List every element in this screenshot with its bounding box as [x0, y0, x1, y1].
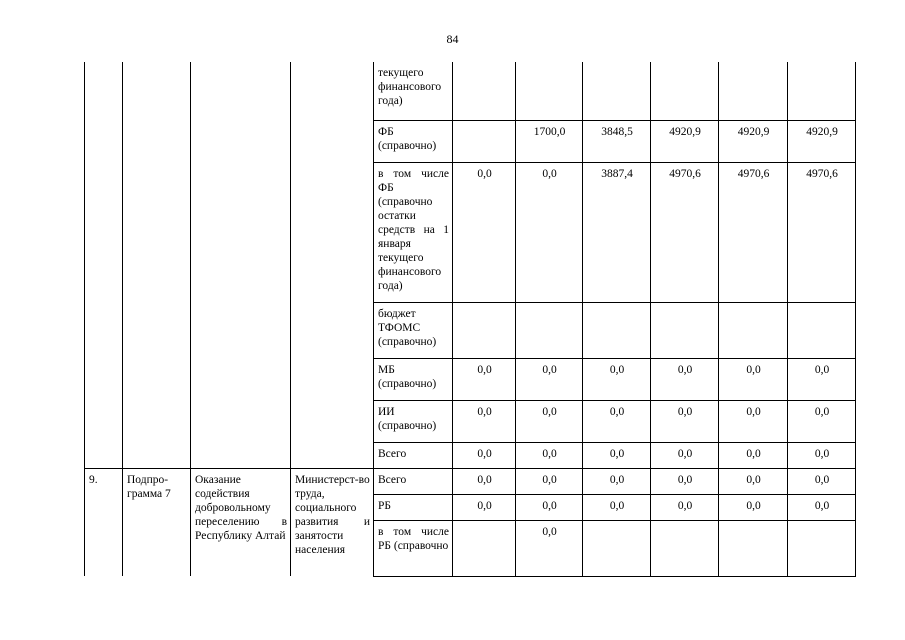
value-cell: [788, 520, 856, 576]
value-cell: [788, 302, 856, 358]
value-cell: 0,0: [583, 400, 651, 442]
value-cell: 3848,5: [583, 120, 651, 162]
value-cell: 0,0: [516, 468, 583, 494]
cell-description-continued: [191, 62, 291, 468]
table-row: [85, 468, 856, 494]
value-cell: [583, 302, 651, 358]
row-label: ИИ (справочно): [374, 400, 453, 442]
row-label: текущего финансового года): [374, 62, 453, 120]
value-cell: 0,0: [651, 442, 719, 468]
value-cell: 0,0: [516, 400, 583, 442]
program-description: Оказание содействия добровольному переселению в Республику Алтай: [191, 468, 291, 576]
program-name: Подпро-грамма 7: [123, 468, 191, 576]
value-cell: [719, 302, 788, 358]
value-cell: 0,0: [651, 494, 719, 520]
cell-number-continued: [85, 62, 123, 468]
value-cell: 0,0: [788, 494, 856, 520]
value-cell: 0,0: [651, 400, 719, 442]
value-cell: 1700,0: [516, 120, 583, 162]
value-cell: [651, 62, 719, 120]
value-cell: 4970,6: [719, 162, 788, 302]
value-cell: 0,0: [719, 494, 788, 520]
value-cell: 0,0: [516, 358, 583, 400]
value-cell: 0,0: [453, 468, 516, 494]
value-cell: 0,0: [453, 442, 516, 468]
value-cell: [516, 302, 583, 358]
row-label: Всего: [374, 442, 453, 468]
value-cell: 0,0: [453, 162, 516, 302]
value-cell: 0,0: [516, 494, 583, 520]
value-cell: [453, 302, 516, 358]
value-cell: 0,0: [583, 468, 651, 494]
value-cell: 4970,6: [788, 162, 856, 302]
value-cell: [651, 302, 719, 358]
value-cell: 0,0: [583, 442, 651, 468]
value-cell: 0,0: [719, 400, 788, 442]
row-label: ФБ (справочно): [374, 120, 453, 162]
value-cell: 0,0: [788, 468, 856, 494]
value-cell: 0,0: [516, 162, 583, 302]
value-cell: 0,0: [651, 468, 719, 494]
value-cell: 4920,9: [788, 120, 856, 162]
row-label: Всего: [374, 468, 453, 494]
value-cell: 4920,9: [651, 120, 719, 162]
value-cell: 4920,9: [719, 120, 788, 162]
value-cell: [453, 62, 516, 120]
value-cell: 0,0: [516, 520, 583, 576]
value-cell: 0,0: [719, 358, 788, 400]
program-number: 9.: [85, 468, 123, 576]
value-cell: [651, 520, 719, 576]
table-row: [85, 62, 856, 120]
row-label: бюджет ТФОМС (справочно): [374, 302, 453, 358]
value-cell: [719, 62, 788, 120]
row-label: МБ (справочно): [374, 358, 453, 400]
value-cell: [583, 62, 651, 120]
value-cell: [788, 62, 856, 120]
value-cell: [516, 62, 583, 120]
budget-table: [84, 62, 856, 577]
value-cell: 0,0: [453, 494, 516, 520]
cell-executor-continued: [291, 62, 374, 468]
row-label: РБ: [374, 494, 453, 520]
value-cell: [583, 520, 651, 576]
value-cell: [453, 120, 516, 162]
page-number: 84: [446, 32, 459, 46]
value-cell: 0,0: [719, 442, 788, 468]
value-cell: [453, 520, 516, 576]
value-cell: 0,0: [583, 358, 651, 400]
value-cell: 3887,4: [583, 162, 651, 302]
row-label: в том числе ФБ (справочно остатки средств на 1 января текущего финансового года): [374, 162, 453, 302]
value-cell: 0,0: [651, 358, 719, 400]
cell-name-continued: [123, 62, 191, 468]
value-cell: 0,0: [788, 442, 856, 468]
row-label: в том числе РБ (справочно: [374, 520, 453, 576]
value-cell: 0,0: [453, 400, 516, 442]
value-cell: 4970,6: [651, 162, 719, 302]
value-cell: 0,0: [788, 400, 856, 442]
value-cell: 0,0: [719, 468, 788, 494]
value-cell: 0,0: [453, 358, 516, 400]
value-cell: 0,0: [516, 442, 583, 468]
value-cell: [719, 520, 788, 576]
value-cell: 0,0: [583, 494, 651, 520]
value-cell: 0,0: [788, 358, 856, 400]
program-executor: Министерст-во труда, социального развития и занятости населения: [291, 468, 374, 576]
